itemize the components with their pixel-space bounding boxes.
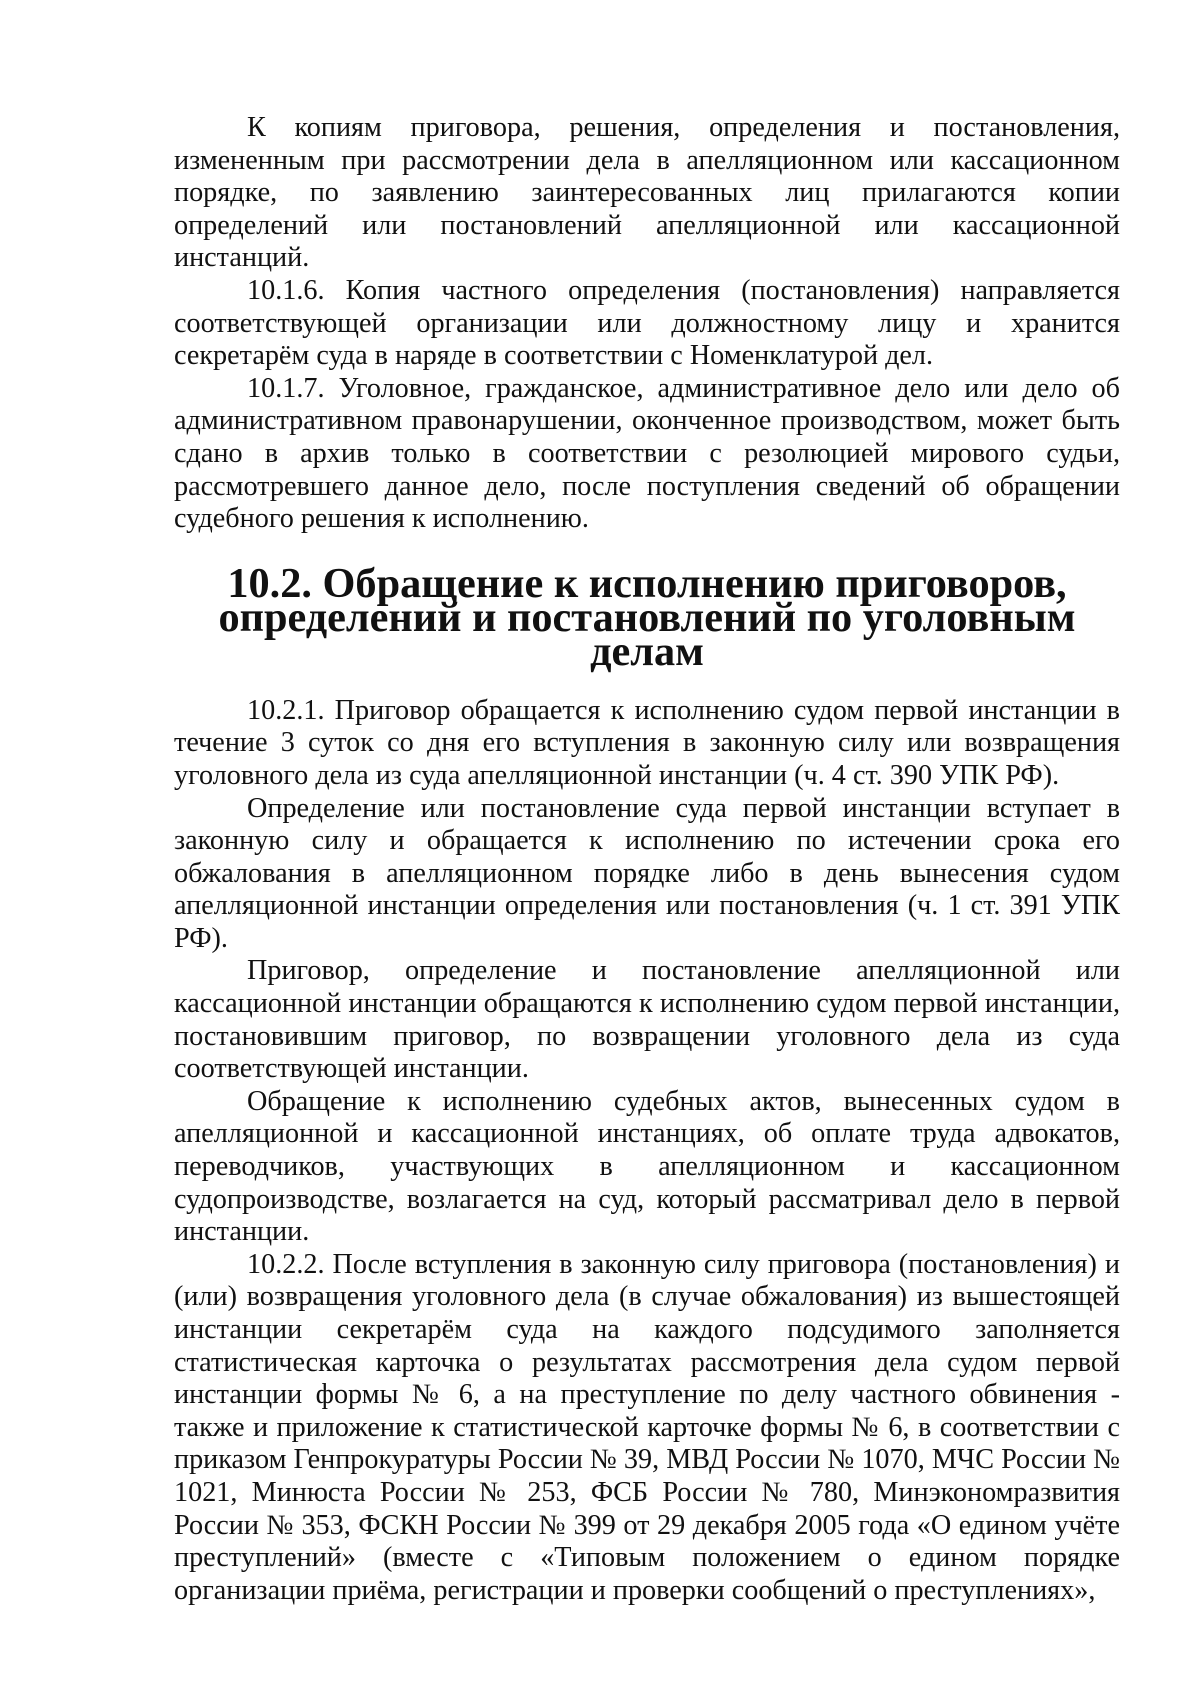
section-heading-10-2 (174, 559, 1120, 675)
paragraph-10-2-1: 10.2.1. Приговор обращается к исполнению судом первой инстанции в течение 3 суток со дня его вступления в законную силу или возвращения уголовного дела из суда апелляционной инстанции (ч. 4 ст. 390 УПК РФ). (174, 694, 1120, 791)
paragraph-copies-of-verdict: К копиям приговора, решения, определения и постановления, измененным при рассмотрении дела в апелляционном или кассационном порядке, по заявлению заинтересованных лиц прилагаются копии определений или постановлений апелляционной или кассационной инстанций. (174, 112, 1120, 274)
paragraph-10-1-6: 10.1.6. Копия частного определения (постановления) направляется соответствующей организации или должностному лицу и хранится секретарём суда в наряде в соответствии с Номенклатурой дел. (174, 274, 1120, 372)
paragraph-first-instance-ruling: Определение или постановление суда первой инстанции вступает в законную силу и обращается к исполнению по истечении срока его обжалования в апелляционном порядке либо в день вынесения судом апелляционной инстанции определения или постановления (ч. 1 ст. 391 УПК РФ). (174, 792, 1120, 954)
paragraph-10-2-2: 10.2.2. После вступления в законную силу приговора (постановления) и (или) возвращения уголовного дела (в случае обжалования) из вышестоящей инстанции секретарём суда на каждого подсудимого заполняется статистическая карточка о результатах рассмотрения дела судом первой инстанции формы № 6, а на преступление по делу частного обвинения - также и приложение к статистической карточке формы № 6, в соответствии с приказом Генпрокуратуры России № 39, МВД России № 1070, МЧС России № 1021, Минюста России № 253, ФСБ России № 780, Минэкономразвития России № 353, ФСКН России № 399 от 29 декабря 2005 года «О едином учёте преступлений» (вместе с «Типовым положением о едином порядке организации приёма, регистрации и проверки сообщений о преступлениях», (174, 1248, 1120, 1606)
paragraph-execution-of-acts: Обращение к исполнению судебных актов, вынесенных судом в апелляционной и кассационной инстанциях, об оплате труда адвокатов, переводчиков, участвующих в апелляционном и кассационном судопроизводстве, возлагается на суд, который рассматривал дело в первой инстанции. (174, 1085, 1120, 1248)
document-page (174, 112, 1120, 1607)
section-heading-line-2: определений и постановлений по уголовным делам (218, 593, 1076, 675)
paragraph-10-1-7: 10.1.7. Уголовное, гражданское, административное дело или дело об административном правонарушении, оконченное производством, может быть сдано в архив только в соответствии с резолюцией мирового судьи, рассмотревшего данное дело, после поступления сведений об обращении судебного решения к исполнению. (174, 372, 1120, 535)
section-heading-line-1: 10.2. Обращение к исполнению приговоров, (227, 559, 1067, 607)
paragraph-appeal-cassation: Приговор, определение и постановление апелляционной или кассационной инстанции обращаются к исполнению судом первой инстанции, постановившим приговор, по возвращении уголовного дела из суда соответствующей инстанции. (174, 955, 1120, 1085)
